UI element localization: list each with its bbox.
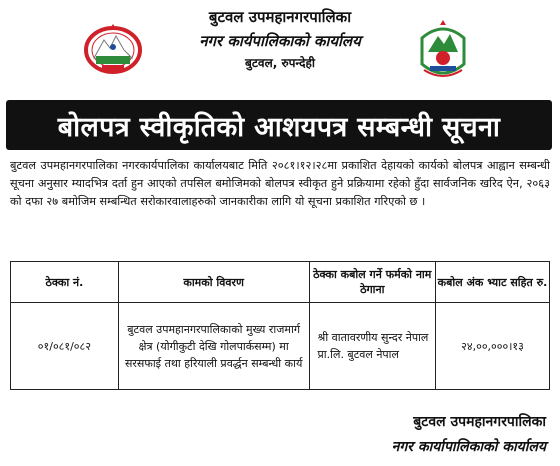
header-description: कामको विवरण xyxy=(118,262,309,303)
footer-signature xyxy=(392,412,546,456)
header-firm: ठेक्का कबोल गर्ने फर्मको नाम ठेगाना xyxy=(309,262,435,303)
table-header-row xyxy=(11,262,550,303)
footer-office-name: नगर कार्यापालिकाको कार्यालय xyxy=(391,439,546,455)
table-row xyxy=(11,303,550,390)
header-amount: कबोल अंक भ्याट सहित रु. xyxy=(436,262,550,303)
header-location: बुटवल, रुपन्देही xyxy=(245,56,315,70)
header-office-name: नगर कार्यपालिकाको कार्यालय xyxy=(199,32,361,50)
notice-body-text: बुटवल उपमहानगरपालिका नगरकार्यपालिका कार्यालयबाट मिति २०८१।१२।२८मा प्रकाशित देहायको कार्यको बोलपत्र आह्वान सम्बन्धी सूचना अनुसार म्यादभित्र दर्ता हुन आएको तपसिल बमोजिमको बोलपत्र स्वीकृत हुने प्रक्रियामा रहेको हुँदा सार्वजनिक खरिद ऐन, २०६३ को दफा २७ बमोजिम सम्बन्धित सरोकारवालाहरुको जानकारीका लागि यो सूचना प्रकाशित गरिएको छ । xyxy=(10,159,550,208)
cell-contract-no: ०१/०८१/०८२ xyxy=(11,303,119,390)
footer-municipality-name: बुटवल उपमहानगरपालिका xyxy=(413,414,546,430)
header-contract-no: ठेक्का नं. xyxy=(11,262,119,303)
butwal-municipality-logo-icon xyxy=(414,20,472,82)
tender-table xyxy=(10,261,550,390)
header-title-block xyxy=(150,6,410,70)
cell-firm: श्री वातावरणीय सुन्दर नेपाल प्रा.लि. बुटवल नेपाल xyxy=(309,303,435,390)
cell-description: बुटवल उपमहानगरपालिकाको मुख्य राजमार्ग क्षेत्र (योगीकुटी देखि गोलपार्कसम्म) मा सरसफाई तथा हरियाली प्रवर्द्धन सम्बन्धी कार्य xyxy=(118,303,309,390)
header xyxy=(0,0,560,96)
nepal-government-emblem-icon xyxy=(84,22,142,74)
cell-amount: २४,००,०००।१३ xyxy=(436,303,550,390)
notice-title-banner: बोलपत्र स्वीकृतिको आशयपत्र सम्बन्धी सूचना xyxy=(6,100,552,150)
header-municipality-name: बुटवल उपमहानगरपालिका xyxy=(208,8,352,26)
